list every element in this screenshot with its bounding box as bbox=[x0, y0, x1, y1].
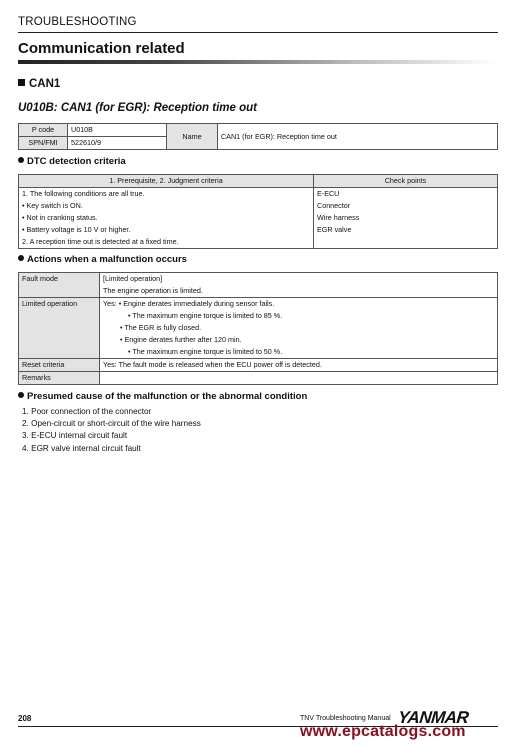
limited-operation-value: • Engine derates further after 120 min. bbox=[100, 334, 498, 346]
dtc-criteria: • Key switch is ON. bbox=[19, 200, 314, 212]
limited-operation-label: Limited operation bbox=[19, 298, 100, 359]
bullet-icon bbox=[18, 392, 24, 398]
page-number: 208 bbox=[18, 714, 32, 723]
fault-mode-value: The engine operation is limited. bbox=[100, 285, 498, 298]
square-bullet-icon bbox=[18, 79, 25, 86]
spn-value: 522610/9 bbox=[68, 137, 167, 150]
limited-operation-value: • The maximum engine torque is limited to 50 %. bbox=[100, 346, 498, 359]
remarks-value bbox=[100, 372, 498, 385]
remarks-label: Remarks bbox=[19, 372, 100, 385]
running-header: TROUBLESHOOTING bbox=[18, 16, 137, 28]
bullet-icon bbox=[18, 157, 24, 163]
dtc-check: E-ECU bbox=[314, 188, 498, 201]
p-code-label: P code bbox=[19, 124, 68, 137]
dtc-criteria: • Battery voltage is 10 V or higher. bbox=[19, 224, 314, 236]
dtc-col-check: Check points bbox=[314, 175, 498, 188]
code-table bbox=[18, 123, 498, 150]
code-title: U010B: CAN1 (for EGR): Reception time out bbox=[18, 102, 257, 114]
page-title: Communication related bbox=[18, 40, 185, 57]
dtc-heading-text: DTC detection criteria bbox=[27, 156, 126, 167]
limited-operation-value: • The EGR is fully closed. bbox=[100, 322, 498, 334]
reset-criteria-value: Yes: The fault mode is released when the ECU power off is detected. bbox=[100, 359, 498, 372]
fault-mode-label: Fault mode bbox=[19, 273, 100, 298]
dtc-criteria: 1. The following conditions are all true. bbox=[19, 188, 314, 201]
dtc-heading bbox=[18, 156, 126, 167]
dtc-check: Connector bbox=[314, 200, 498, 212]
list-item: 4. EGR valve internal circuit fault bbox=[22, 443, 141, 453]
limited-operation-value: • The maximum engine torque is limited to 85 %. bbox=[100, 310, 498, 322]
limited-operation-value: Yes: • Engine derates immediately during sensor fails. bbox=[100, 298, 498, 311]
causes-heading bbox=[18, 391, 307, 402]
title-rule bbox=[18, 60, 498, 64]
dtc-criteria: • Not in cranking status. bbox=[19, 212, 314, 224]
header-rule bbox=[18, 32, 498, 33]
name-label: Name bbox=[167, 124, 218, 150]
dtc-criteria: 2. A reception time out is detected at a fixed time. bbox=[19, 236, 314, 249]
dtc-check: Wire harness bbox=[314, 212, 498, 224]
fault-mode-value: [Limited operation] bbox=[100, 273, 498, 286]
dtc-table bbox=[18, 174, 498, 249]
manual-title: TNV Troubleshooting Manual bbox=[300, 715, 391, 722]
p-code-value: U010B bbox=[68, 124, 167, 137]
actions-heading-text: Actions when a malfunction occurs bbox=[27, 254, 187, 265]
reset-criteria-label: Reset criteria bbox=[19, 359, 100, 372]
yanmar-logo: YANMAR bbox=[397, 708, 470, 727]
bullet-icon bbox=[18, 255, 24, 261]
spn-label: SPN/FMI bbox=[19, 137, 68, 150]
name-value: CAN1 (for EGR): Reception time out bbox=[218, 124, 498, 150]
causes-heading-text: Presumed cause of the malfunction or the abnormal condition bbox=[27, 391, 308, 402]
causes-list bbox=[22, 406, 201, 455]
dtc-check: EGR valve bbox=[314, 224, 498, 236]
actions-heading bbox=[18, 254, 187, 265]
dtc-check bbox=[314, 236, 498, 249]
subsection-heading bbox=[18, 78, 60, 90]
list-item: 3. E-ECU internal circuit fault bbox=[22, 431, 128, 441]
actions-table bbox=[18, 272, 498, 385]
list-item: 1. Poor connection of the connector bbox=[22, 407, 152, 416]
dtc-col-criteria: 1. Prerequisite, 2. Judgment criteria bbox=[19, 175, 314, 188]
list-item: 2. Open-circuit or short-circuit of the wire harness bbox=[22, 419, 201, 429]
subsection-label: CAN1 bbox=[29, 78, 61, 90]
watermark: www.epcatalogs.com bbox=[300, 723, 466, 740]
